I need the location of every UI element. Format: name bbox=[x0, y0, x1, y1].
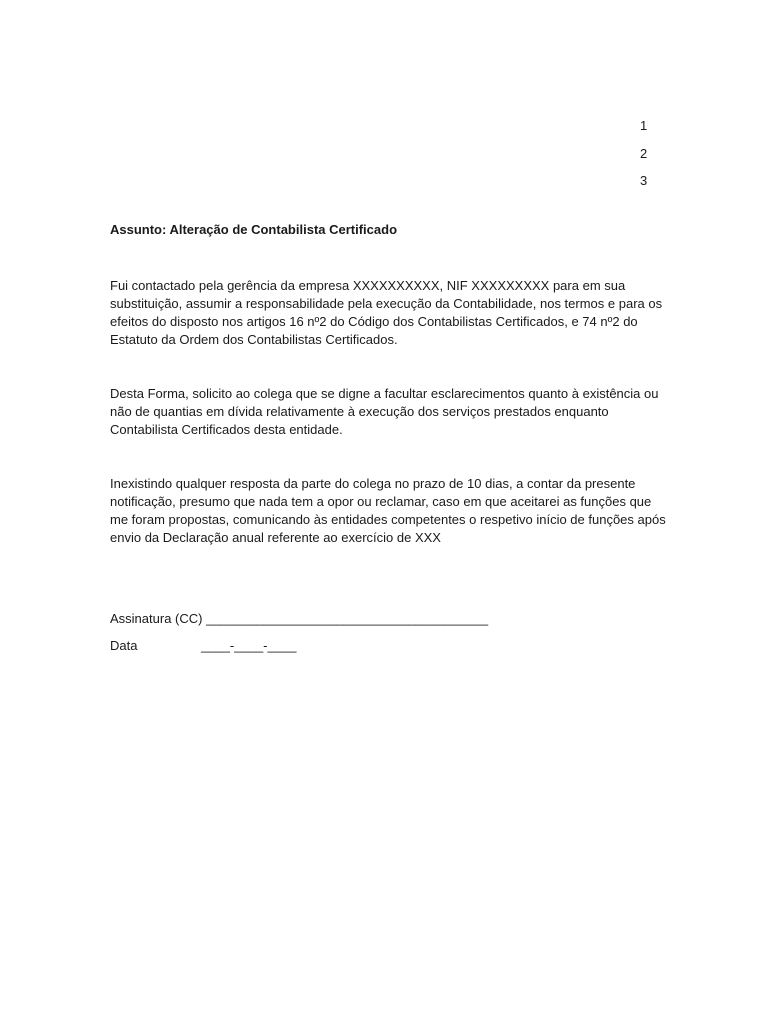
number-2: 2 bbox=[640, 145, 648, 161]
paragraph-request: Desta Forma, solicito ao colega que se digne a facultar esclarecimentos quanto à existência ou não de quantias em dívida relativamente à execução dos serviços prestados enquanto Contabilista Certificados desta entidade. bbox=[110, 386, 659, 437]
signature-blank: _______________________________________ bbox=[206, 611, 489, 626]
number-1: 1 bbox=[640, 118, 648, 133]
signature-line bbox=[110, 610, 488, 628]
date-label: Data bbox=[110, 638, 138, 653]
subject-heading: Assunto: Alteração de Contabilista Certificado bbox=[110, 222, 398, 237]
signature-label: Assinatura (CC) bbox=[110, 611, 203, 626]
page-number-list bbox=[640, 112, 670, 195]
paragraph-deadline: Inexistindo qualquer resposta da parte do colega no prazo de 10 dias, a contar da presente notificação, presumo que nada tem a opor ou reclamar, caso em que aceitarei as funções que me foram propostas, comunicando às entidades competentes o respetivo início de funções após envio da Declaração anual referente ao exercício de XXX bbox=[110, 476, 666, 545]
number-3: 3 bbox=[640, 173, 648, 188]
paragraph-contact: Fui contactado pela gerência da empresa XXXXXXXXXX, NIF XXXXXXXXX para em sua substituição, assumir a responsabilidade pela execução da Contabilidade, nos termos e para os efeitos do disposto nos artigos 16 nº2 do Código dos Contabilistas Certificados, e 74 nº2 do Estatuto da Ordem dos Contabilistas Certificados. bbox=[110, 278, 663, 347]
date-line bbox=[110, 637, 296, 655]
date-blank: ____-____-____ bbox=[201, 638, 297, 653]
